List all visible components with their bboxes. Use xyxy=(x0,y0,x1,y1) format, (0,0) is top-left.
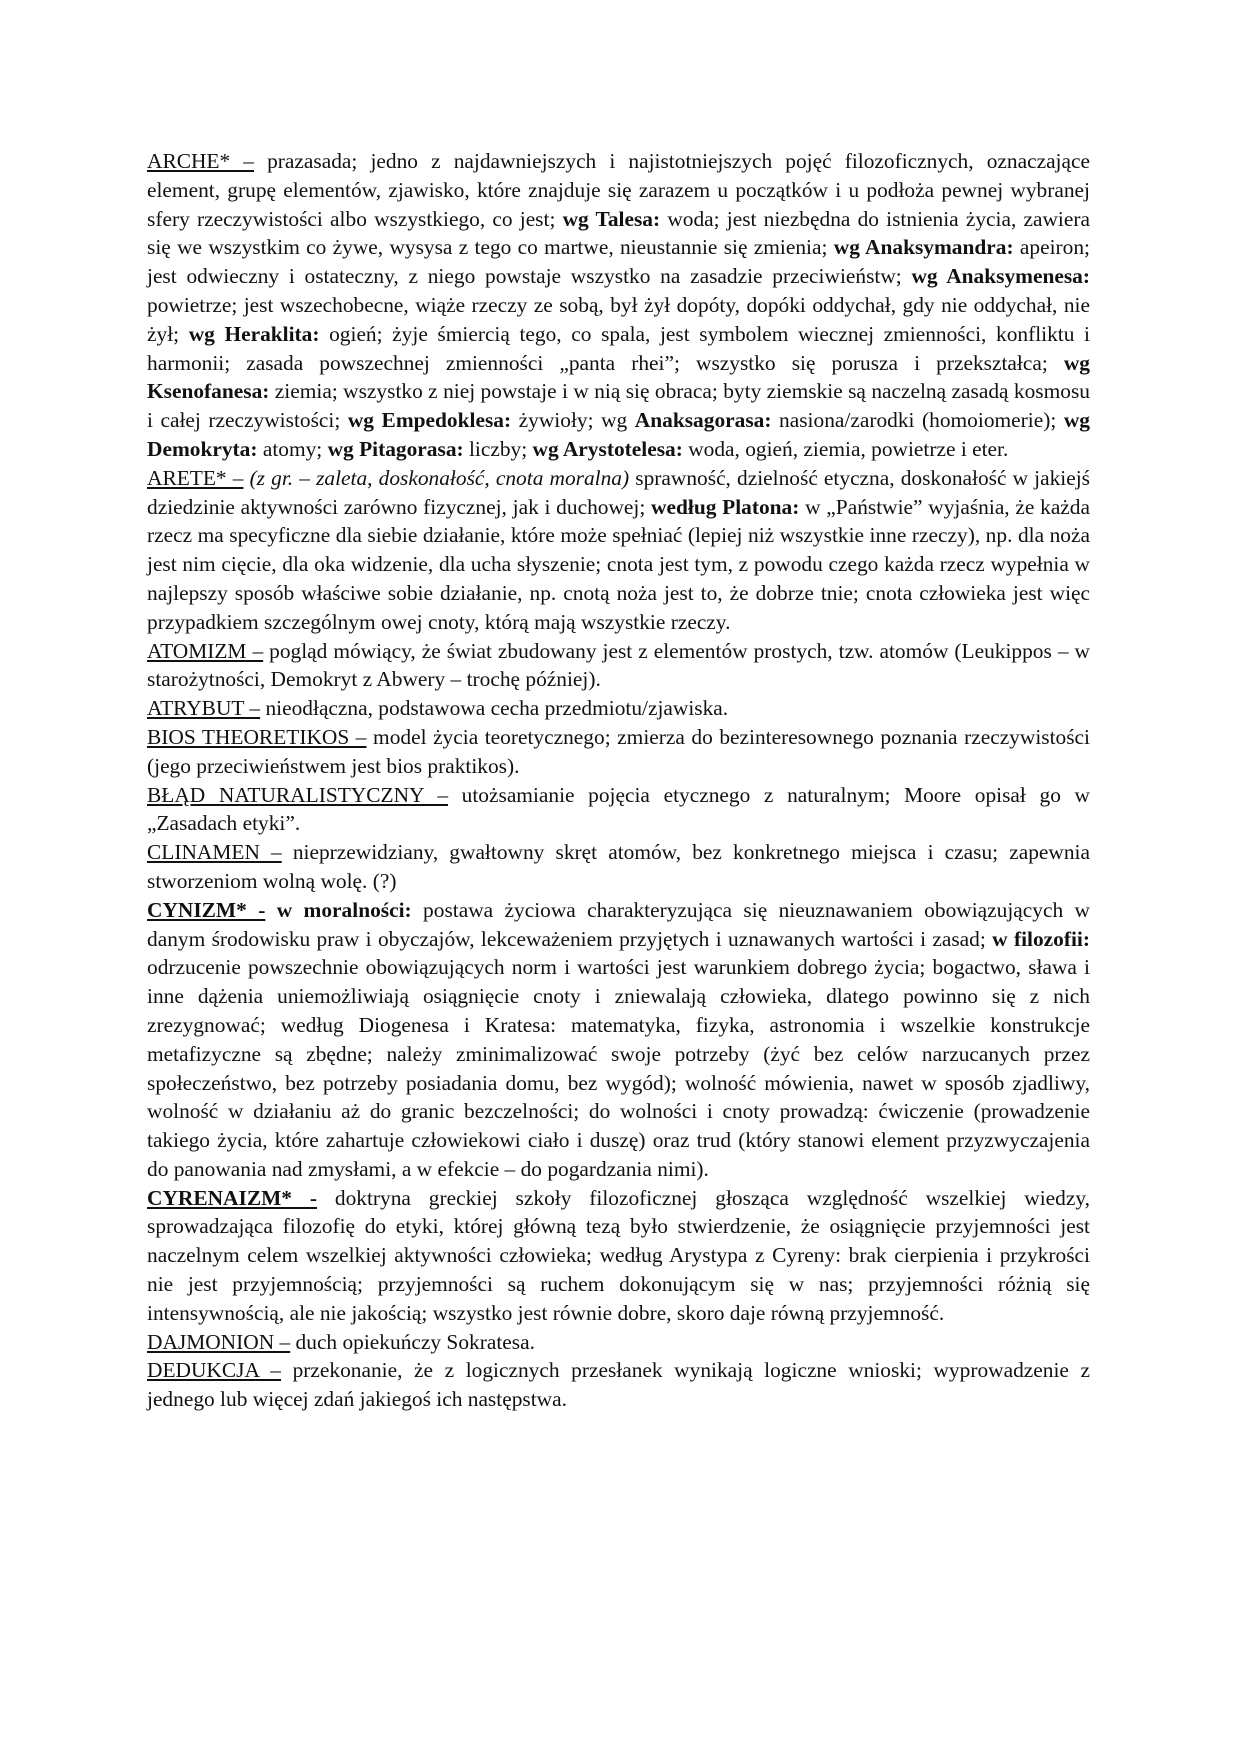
glossary-entry xyxy=(147,781,1090,839)
definition-bold-text: wg Arystotelesa: xyxy=(532,436,683,461)
definition-bold-text: wg Pitagorasa: xyxy=(327,436,464,461)
definition-text: nieprzewidziany, gwałtowny skręt atomów, bez konkretnego miejsca i czasu; zapewnia stworzeniom wolną wolę. (?) xyxy=(147,840,1090,893)
glossary-entry xyxy=(147,896,1090,1184)
definition-text: przekonanie, że z logicznych przesłanek wynikają logiczne wnioski; wyprowadzenie z jednego lub więcej zdań jakiegoś ich następstwa. xyxy=(147,1358,1090,1412)
definition-text: prazasada; jedno z najdawniejszych i najistotniejszych pojęć filozoficznych, oznaczające element, grupę elementów, zjawisko, które znajduje się zarazem u początków i u podłoża pewnej wybranej sfery rzeczywistości albo wszystkiego, co jest; xyxy=(147,149,1090,231)
definition-text: pogląd mówiący, że świat zbudowany jest z elementów prostych, tzw. atomów (Leukippos – w starożytności, Demokryt z Abwery – trochę później). xyxy=(147,638,1090,692)
glossary-entry xyxy=(147,637,1090,695)
glossary-term: ARCHE* – xyxy=(147,149,254,173)
glossary-entry xyxy=(147,147,1090,464)
definition-text: powietrze; jest wszechobecne, wiąże rzeczy ze sobą, był żył dopóty, dopóki oddychał, gdy nie oddychał, nie żył; xyxy=(147,292,1090,346)
glossary-term: ATOMIZM – xyxy=(147,638,264,663)
definition-text: doktryna greckiej szkoły filozoficznej głosząca względność wszelkiej wiedzy, sprowadzająca filozofię do etyki, której główną tezą było stwierdzenie, że osiągnięcie przyjemności jest naczelnym celem wszelkiej aktywności człowieka; według Arystypa z Cyreny: brak cierpienia i przykrości nie jest przyjemnością; przyjemności są ruchem dokonującym się w nas; przyjemności różnią się intensywnością, ale nie jakością; wszystko jest równie dobre, skoro daje równą przyjemność. xyxy=(147,1185,1091,1325)
definition-text: w „Państwie” wyjaśnia, że każda rzecz ma specyficzne dla siebie działanie, które może spełniać (lepiej niż wszystkie inne rzeczy), np. dla noża jest nim cięcie, dla oka widzenie, dla ucha słyszenie; cnota jest tym, z powodu czego każda rzecz wypełnia w najlepszy sposób właściwe sobie działanie, np. cnotą noża jest to, że dobrze tnie; cnota człowieka jest więc przypadkiem szczególnym owej cnoty, którą mają wszystkie rzeczy. xyxy=(147,494,1090,634)
glossary-entry xyxy=(147,694,1090,723)
definition-text xyxy=(265,898,276,922)
definition-text: nasiona/zarodki (homoiomerie); xyxy=(771,408,1064,433)
glossary-term: DAJMONION – xyxy=(147,1329,291,1354)
glossary-entry xyxy=(147,1328,1090,1357)
definition-text: liczby; xyxy=(463,436,533,461)
definition-bold-text: wg Anaksymenesa: xyxy=(911,264,1090,289)
definition-text: model życia teoretycznego; zmierza do bezinteresownego poznania rzeczywistości (jego przeciwieństwem jest bios praktikos). xyxy=(147,724,1090,778)
definition-bold-text: w moralności: xyxy=(276,897,412,922)
definition-italic-text: (z gr. – zaleta, doskonałość, cnota moralna) xyxy=(249,465,630,490)
glossary-term: BIOS THEORETIKOS – xyxy=(147,724,367,749)
definition-text: odrzucenie powszechnie obowiązujących norm i wartości jest warunkiem dobrego życia; bogactwo, sława i inne dążenia uniemożliwiają osiągnięcie cnoty i zniewalają człowieka, dlatego powinno się z nich zrezygnować; według Diogenesa i Kratesa: matematyka, fizyka, astronomia i wszelkie konstrukcje metafizyczne są zbędne; należy zminimalizować swoje potrzeby (żyć bez celów narzucanych przez społeczeństwo, bez potrzeby posiadania domu, bez wygód); wolność mówienia, nawet w sposób zjadliwy, wolność w działaniu aż do granic bezczelności; do wolności i cnoty prowadzą: ćwiczenie (prowadzenie takiego życia, które zahartuje człowiekowi ciało i duszę) oraz trud (który stanowi element przyzwyczajenia do panowania nad zmysłami, a w efekcie – do pogardzania nimi). xyxy=(147,955,1090,1181)
glossary-entry xyxy=(147,838,1090,896)
glossary-term: BŁĄD NATURALISTYCZNY – xyxy=(147,782,449,807)
definition-bold-text: wg Empedoklesa: xyxy=(347,408,512,433)
definition-bold-text: wg Talesa: xyxy=(562,206,661,231)
glossary-term: ARETE* – xyxy=(147,465,244,490)
definition-bold-text: według Platona: xyxy=(651,494,800,519)
definition-bold-text: wg Ksenofanesa: xyxy=(147,350,1090,404)
definition-text: ogień; żyje śmiercią tego, co spala, jest symbolem wiecznej zmienności, konfliktu i harmonii; zasada powszechnej zmienności „panta rhei”; wszystko się porusza i przekształca; xyxy=(147,321,1090,375)
definition-text: atomy; xyxy=(257,436,328,461)
definition-text: apeiron; jest odwieczny i ostateczny, z niego powstaje wszystko na zasadzie przeciwieństw; xyxy=(147,235,1091,289)
glossary-entry xyxy=(147,1184,1090,1328)
definition-text: postawa życiowa charakteryzująca się nieuznawaniem obowiązujących w danym środowisku praw i obyczajów, lekceważeniem przyjętych i uznawanych wartości i zasad; xyxy=(147,897,1090,951)
definition-text: sprawność, dzielność etyczna, doskonałość w jakiejś dziedzinie aktywności zarówno fizycznej, jak i duchowej; xyxy=(147,465,1090,519)
glossary-entry xyxy=(147,723,1090,781)
glossary-term: ATRYBUT – xyxy=(147,696,261,721)
glossary-term: CYRENAIZM* - xyxy=(147,1185,317,1210)
definition-text: woda; jest niezbędna do istnienia życia, zawiera się we wszystkim co żywe, wysysa z tego co martwe, nieustannie się zmienia; xyxy=(147,206,1090,260)
definition-bold-text: wg Heraklita: xyxy=(188,321,320,346)
definition-text: ziemia; wszystko z niej powstaje i w nią się obraca; byty ziemskie są naczelną zasadą kosmosu i całej rzeczywistości; xyxy=(147,379,1090,433)
definition-text: duch opiekuńczy Sokratesa. xyxy=(290,1329,535,1354)
glossary-term: CYNIZM* - xyxy=(147,897,266,922)
definition-bold-text: wg Demokryta: xyxy=(147,408,1090,461)
definition-bold-text: wg Anaksymandra: xyxy=(833,235,1014,260)
glossary-entry xyxy=(147,1356,1090,1414)
definition-bold-text: Anaksagorasa: xyxy=(634,408,772,433)
glossary-term: DEDUKCJA – xyxy=(147,1358,281,1383)
glossary-page xyxy=(147,147,1090,1414)
glossary-entry xyxy=(147,464,1090,637)
definition-text: żywioły; wg xyxy=(511,408,635,433)
definition-text: nieodłączna, podstawowa cecha przedmiotu/zjawiska. xyxy=(260,696,729,721)
definition-bold-text: w filozofii: xyxy=(992,926,1090,951)
glossary-term: CLINAMEN – xyxy=(147,840,282,865)
definition-text: woda, ogień, ziemia, powietrze i eter. xyxy=(682,436,1009,461)
definition-text: utożsamianie pojęcia etycznego z naturalnym; Moore opisał go w „Zasadach etyki”. xyxy=(147,782,1090,836)
